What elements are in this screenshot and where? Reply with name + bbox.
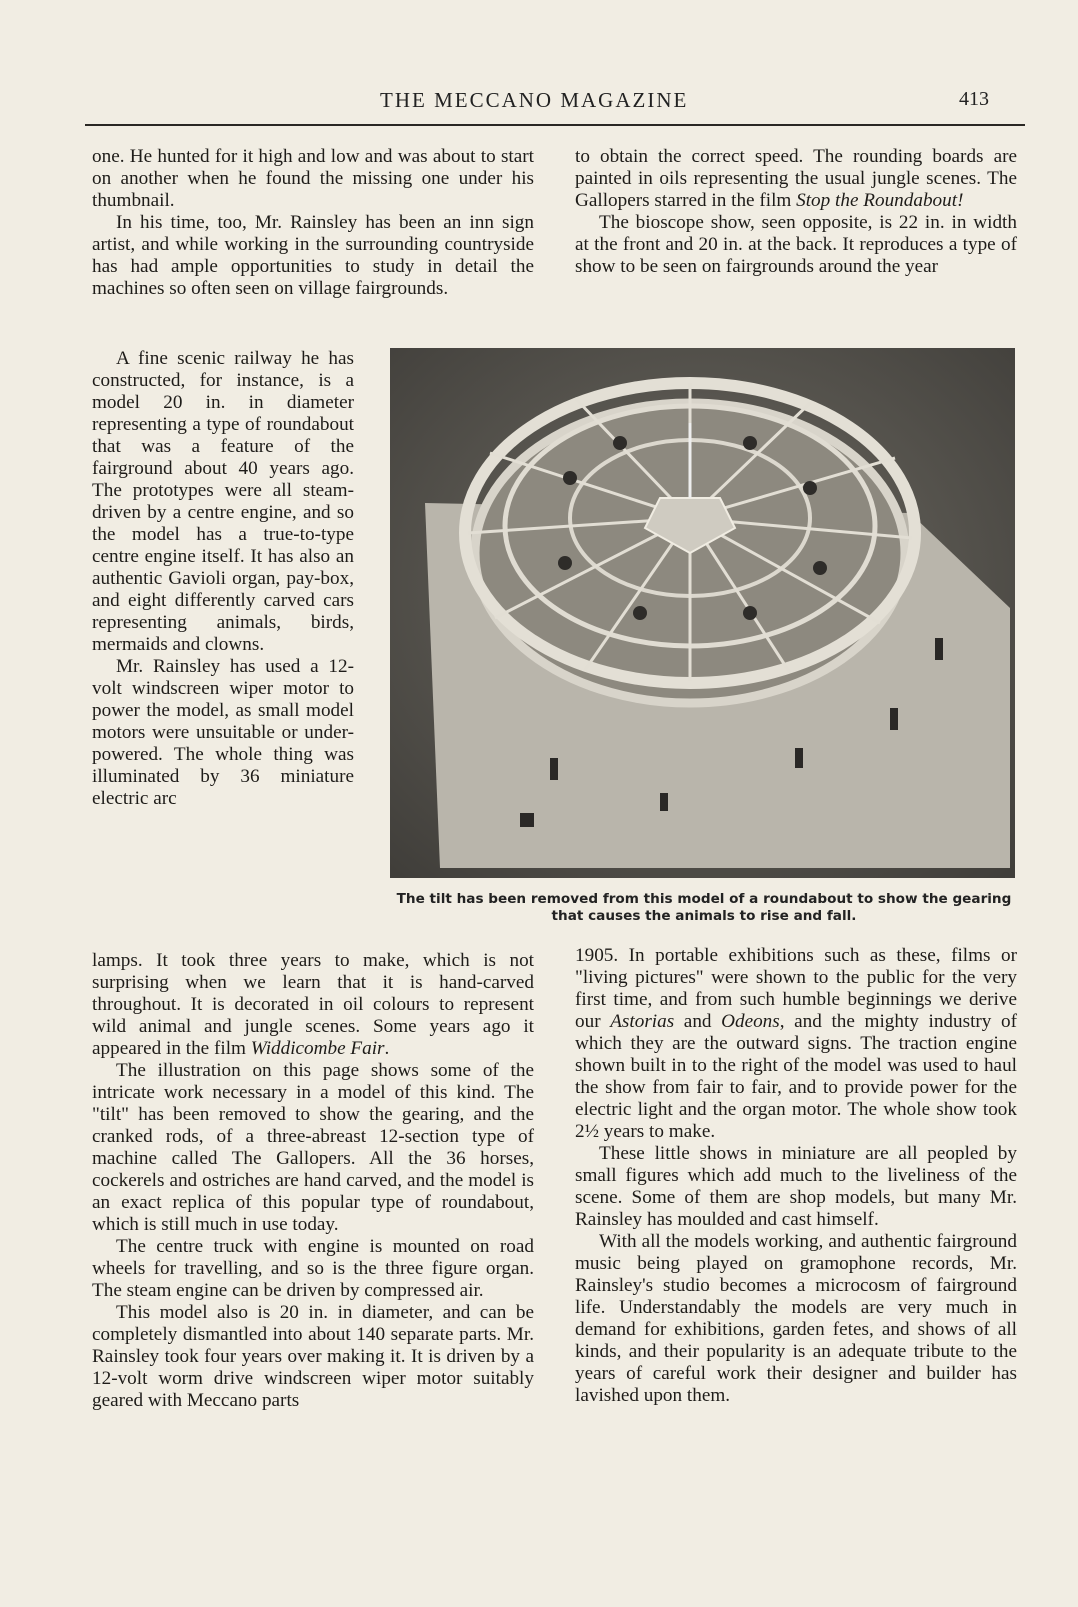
cinema-name: Odeons — [721, 1011, 780, 1032]
roundabout-photo — [390, 348, 1015, 878]
right-column-top — [575, 146, 1017, 278]
paragraph — [575, 146, 1017, 212]
cinema-name: Astorias — [610, 1011, 675, 1032]
paragraph-text: . — [384, 1038, 390, 1059]
paragraph-text: , and the mighty industry of which they are the outward signs. The traction engine shown built in to the right of the model was used to haul the show from fair to fair, and to provide power for the electric light and the organ motor. The whole show took 2½ years to make. — [575, 1011, 1018, 1142]
photo-caption: The tilt has been removed from this model of a roundabout to show the gearing that causes the animals to rise and fall. — [396, 891, 1012, 924]
paragraph-text: to obtain the correct speed. The rounding boards are painted in oils representing the usual jungle scenes. The Gallopers starred in the film — [575, 146, 1017, 211]
paragraph: A fine scenic railway he has constructed, for instance, is a model 20 in. in diameter representing a type of roundabout that was a feature of the fairground about 40 years ago. The prototypes were all steam-driven by a centre engine, and so the model has a true-to-type centre engine itself. It has also an authentic Gavioli organ, pay-box, and eight differently carved cars representing animals, birds, mermaids and clowns. — [92, 348, 354, 655]
film-title: Stop the Roundabout! — [796, 190, 964, 211]
right-column-bottom — [575, 945, 1017, 1407]
paragraph: With all the models working, and authentic fairground music being played on gramophone records, Mr. Rainsley's studio becomes a microcosm of fairground life. Understandably the models are very much in demand for exhibitions, garden fetes, and shows of all kinds, and their popularity is an adequate tribute to the years of careful work their designer and builder has lavished upon them. — [575, 1231, 1017, 1406]
paragraph: In his time, too, Mr. Rainsley has been an inn sign artist, and while working in the surrounding countryside has had ample opportunities to study in detail the machines so often seen on village fairgrounds. — [92, 212, 534, 299]
paragraph — [92, 950, 534, 1060]
paragraph: one. He hunted for it high and low and was about to start on another when he found the missing one under his thumbnail. — [92, 146, 534, 211]
paragraph: Mr. Rainsley has used a 12-volt windscreen wiper motor to power the model, as small model motors were unsuitable or under-powered. The whole thing was illuminated by 36 miniature electric arc — [92, 656, 354, 809]
left-column-bottom — [92, 950, 534, 1412]
paragraph: The centre truck with engine is mounted on road wheels for travelling, and so is the three figure organ. The steam engine can be driven by compressed air. — [92, 1236, 534, 1301]
paragraph-text: 1905. In portable exhibitions such as these, films or "living pictures" were shown to the public for the very first time, and from such humble beginnings we derive our — [575, 945, 1017, 1032]
paragraph: These little shows in miniature are all peopled by small figures which add much to the liveliness of the scene. Some of them are shop models, but many Mr. Rainsley has moulded and cast himself. — [575, 1143, 1017, 1230]
paragraph: The bioscope show, seen opposite, is 22 in. in width at the front and 20 in. at the back. It reproduces a type of show to be seen on fairgrounds around the year — [575, 212, 1017, 277]
magazine-title: THE MECCANO MAGAZINE — [380, 88, 689, 112]
paragraph-text: and — [674, 1011, 722, 1032]
roundabout-illustration — [390, 348, 1015, 878]
left-column-narrow — [92, 348, 354, 810]
paragraph: This model also is 20 in. in diameter, and can be completely dismantled into about 140 separate parts. Mr. Rainsley took four years over making it. It is driven by a 12-volt worm drive windscreen wiper motor suitably geared with Meccano parts — [92, 1302, 534, 1411]
paragraph-text: lamps. It took three years to make, which is not surprising when we learn that it is hand-carved throughout. It is decorated in oil colours to represent wild animal and jungle scenes. Some years ago it appeared in the film — [92, 950, 534, 1059]
page-number: 413 — [959, 88, 989, 110]
paragraph — [575, 945, 1017, 1143]
left-column-top — [92, 146, 534, 300]
film-title: Widdicombe Fair — [250, 1038, 385, 1059]
page-header — [85, 84, 1025, 126]
paragraph: The illustration on this page shows some of the intricate work necessary in a model of this kind. The "tilt" has been removed to show the gearing, and the cranked rods, of a three-abreast 12-section type of machine called The Gallopers. All the 36 horses, cockerels and ostriches are hand carved, and the model is an exact replica of this popular type of roundabout, which is still much in use today. — [92, 1060, 534, 1235]
